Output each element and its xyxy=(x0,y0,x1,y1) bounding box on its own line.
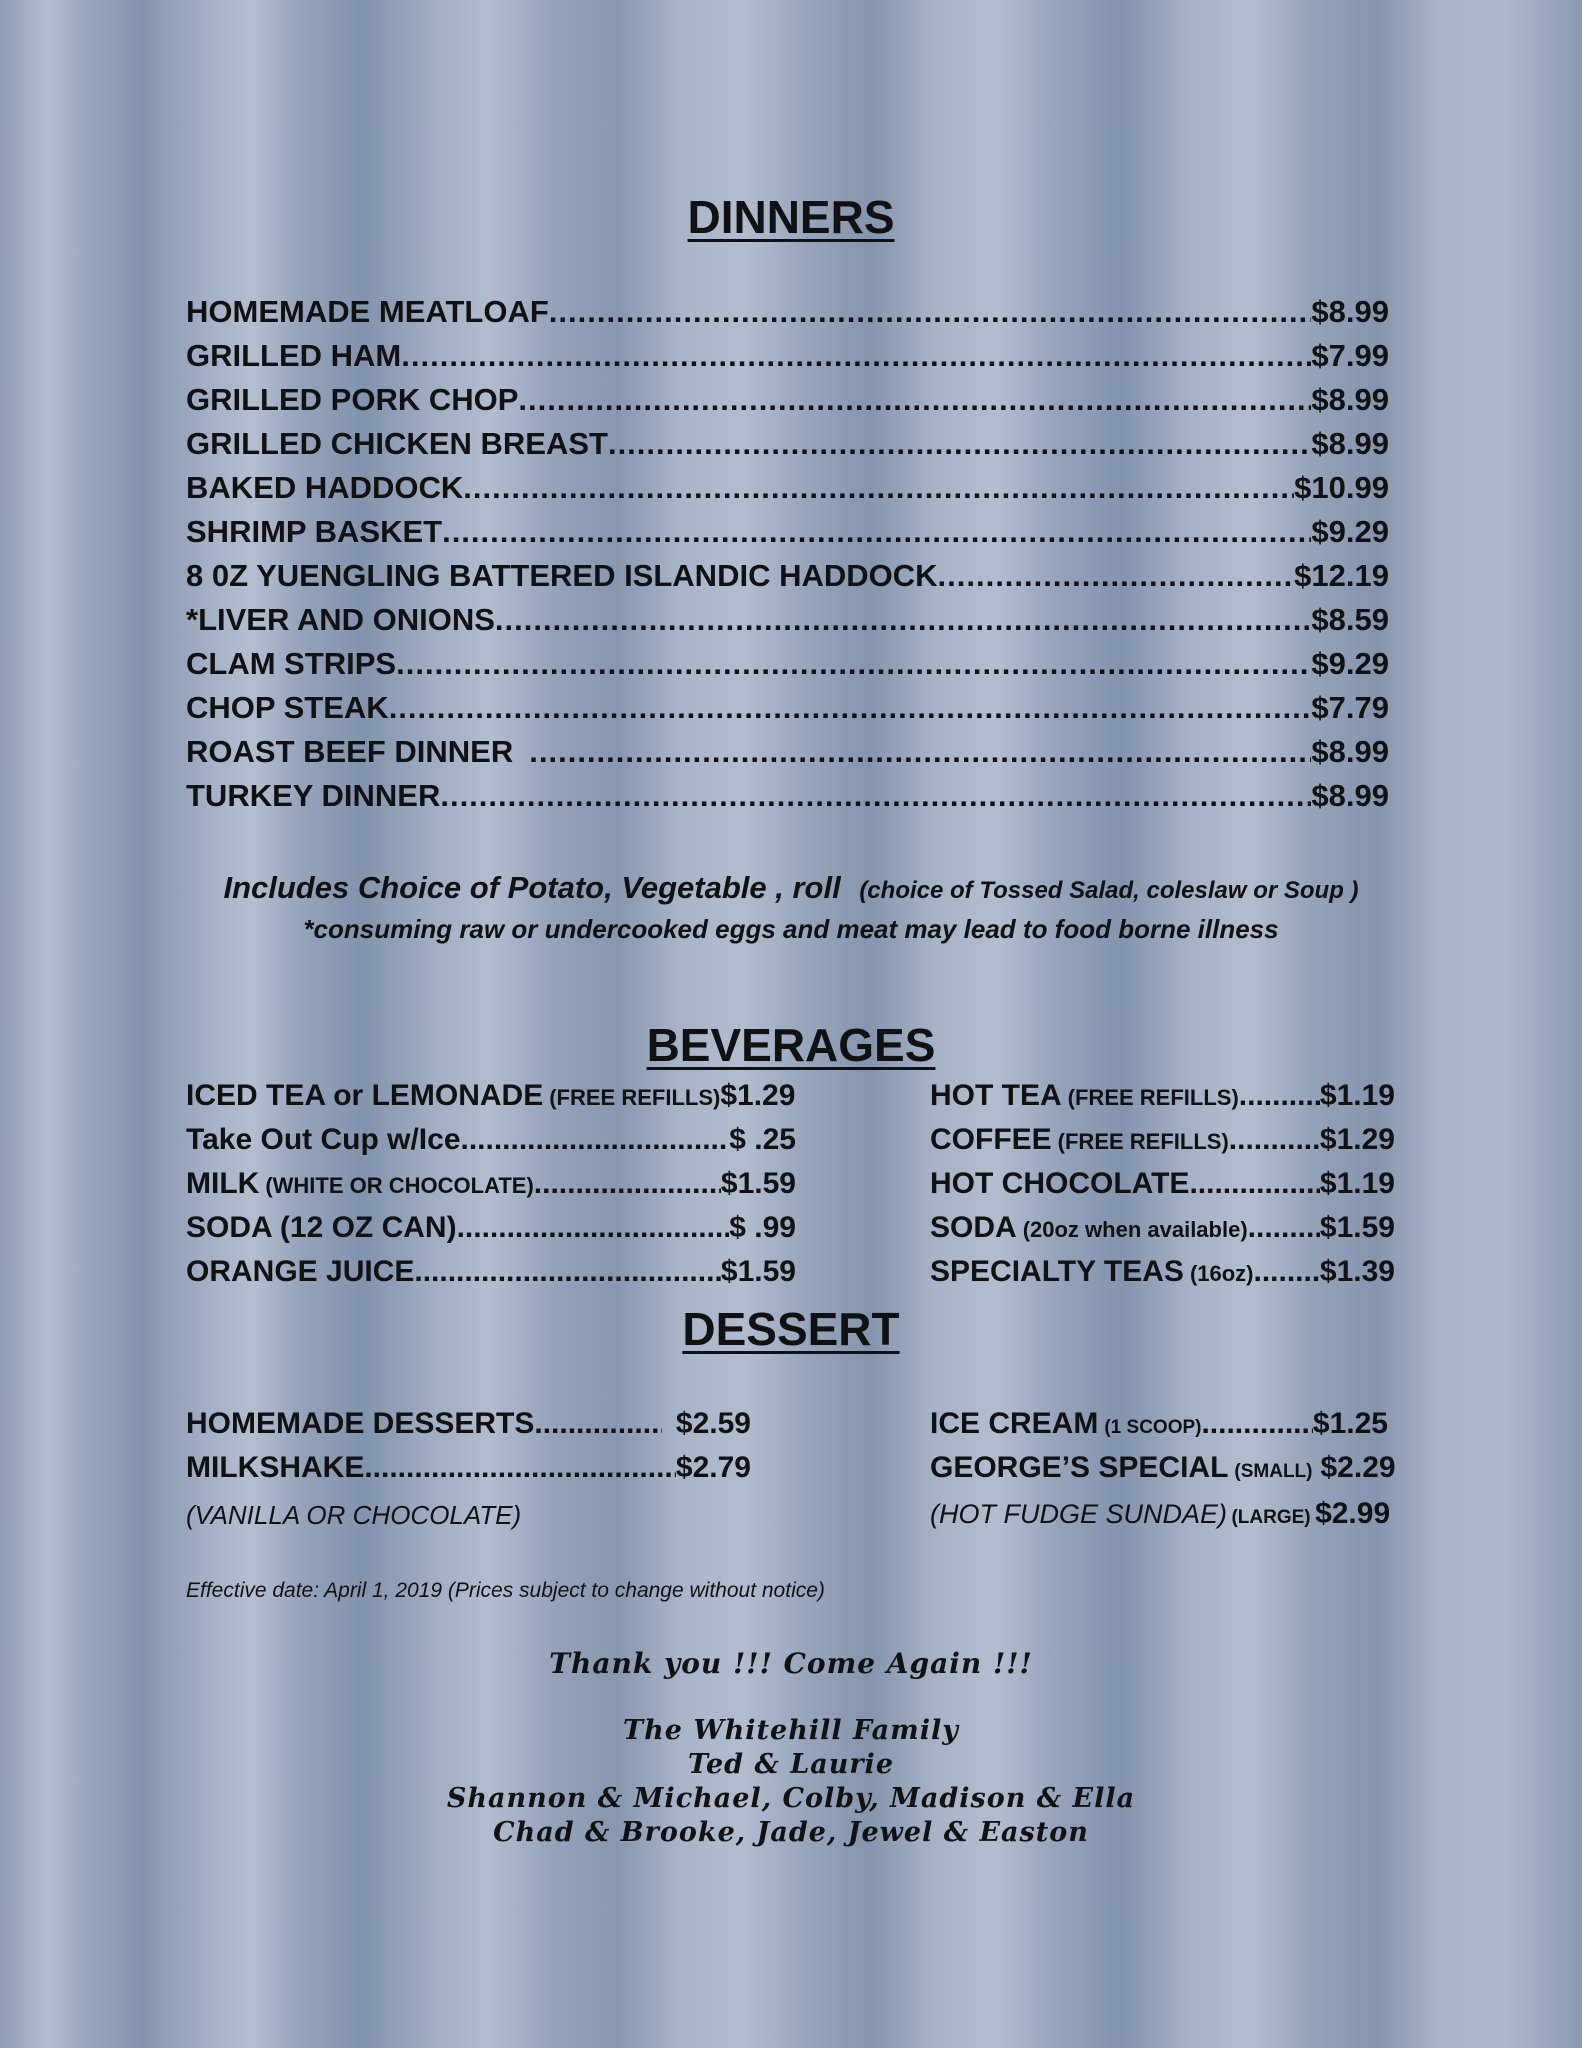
leader-dots xyxy=(1239,1079,1320,1113)
beverage-item xyxy=(930,1255,1395,1297)
item-price: $1.25 xyxy=(1312,1407,1388,1440)
item-price: $1.19 xyxy=(1319,1167,1395,1200)
beverage-item xyxy=(186,1123,796,1165)
beverage-item xyxy=(186,1079,796,1121)
food-warning: *consuming raw or undercooked eggs and meat may lead to food borne illness xyxy=(303,914,1279,944)
dinner-includes-note xyxy=(0,870,1582,906)
milkshake-flavors: (VANILLA OR CHOCOLATE) xyxy=(186,1500,522,1530)
item-name: HOT CHOCOLATE xyxy=(930,1167,1190,1200)
item-name: ORANGE JUICE xyxy=(186,1255,415,1288)
dinner-item xyxy=(186,294,1389,336)
beverage-item xyxy=(930,1211,1395,1253)
dessert-item xyxy=(930,1451,1396,1493)
item-price: $1.59 xyxy=(1319,1211,1395,1244)
item-name: HOMEMADE MEATLOAF xyxy=(186,294,549,329)
dessert-item xyxy=(930,1407,1388,1449)
item-price: $2.29 xyxy=(1320,1451,1396,1484)
dinner-item xyxy=(186,778,1389,820)
leader-dots xyxy=(461,1123,730,1157)
item-name: MILK xyxy=(186,1167,260,1200)
item-price: $8.99 xyxy=(1311,734,1389,769)
dinner-item xyxy=(186,338,1389,380)
item-name: SPECIALTY TEAS xyxy=(930,1255,1184,1288)
item-price: $8.99 xyxy=(1311,426,1389,461)
item-name: *LIVER AND ONIONS xyxy=(186,602,495,637)
leader-dots xyxy=(1201,1407,1312,1441)
item-name: CHOP STEAK xyxy=(186,690,389,725)
dinner-item xyxy=(186,690,1389,732)
dinner-item xyxy=(186,382,1389,424)
beverages-heading: BEVERAGES xyxy=(646,1019,936,1071)
item-note: (FREE REFILLS) xyxy=(549,1085,721,1110)
leader-dots xyxy=(389,690,1312,726)
dessert-heading: DESSERT xyxy=(682,1303,900,1355)
leader-dots xyxy=(608,426,1311,462)
dinners-heading: DINNERS xyxy=(687,191,895,243)
item-name: HOMEMADE DESSERTS xyxy=(186,1407,535,1440)
item-price: $1.29 xyxy=(1319,1123,1395,1156)
dinner-item xyxy=(186,602,1389,644)
dinner-item xyxy=(186,734,1389,776)
item-note: (16oz) xyxy=(1189,1261,1254,1286)
leader-dots xyxy=(442,514,1311,550)
item-price: $2.79 xyxy=(675,1451,751,1484)
leader-dots xyxy=(401,338,1311,374)
leader-dots xyxy=(440,778,1311,814)
item-name: TURKEY DINNER xyxy=(186,778,441,813)
beverage-item xyxy=(186,1211,796,1253)
item-price: $1.29 xyxy=(720,1079,796,1112)
family-line: Shannon & Michael, Colby, Madison & Ella xyxy=(446,1783,1136,1814)
dinner-item xyxy=(186,646,1389,688)
sundae-price: $2.99 xyxy=(1315,1497,1391,1530)
item-price: $1.39 xyxy=(1319,1255,1395,1288)
item-name: 8 0Z YUENGLING BATTERED ISLANDIC HADDOCK xyxy=(186,558,938,593)
dessert-item xyxy=(186,1451,751,1493)
item-price: $8.99 xyxy=(1311,294,1389,329)
leader-dots xyxy=(1254,1255,1320,1289)
dinner-item xyxy=(186,514,1389,556)
sundae-size: (LARGE) xyxy=(1231,1507,1311,1528)
includes-sub: (choice of Tossed Salad, coleslaw or Soup ) xyxy=(859,877,1359,904)
item-name: ICE CREAM xyxy=(930,1407,1099,1440)
item-name: ROAST BEEF DINNER xyxy=(186,734,514,769)
item-name: HOT TEA xyxy=(930,1079,1062,1112)
dinner-item xyxy=(186,470,1389,512)
item-name: GRILLED HAM xyxy=(186,338,402,373)
beverage-item xyxy=(186,1255,796,1297)
item-name: CLAM STRIPS xyxy=(186,646,397,681)
item-note: (20oz when available) xyxy=(1022,1217,1248,1242)
item-price: $1.59 xyxy=(720,1167,796,1200)
item-price: $1.59 xyxy=(720,1255,796,1288)
item-name: GEORGE’S SPECIAL xyxy=(930,1451,1229,1484)
item-price: $7.99 xyxy=(1311,338,1389,373)
dinner-item xyxy=(186,558,1389,600)
leader-dots xyxy=(495,602,1312,638)
leader-dots xyxy=(549,294,1312,330)
family-line: Ted & Laurie xyxy=(688,1749,894,1780)
item-price: $12.19 xyxy=(1294,558,1389,593)
leader-dots xyxy=(529,734,1311,770)
includes-main: Includes Choice of Potato, Vegetable , roll xyxy=(223,870,841,905)
item-name: SHRIMP BASKET xyxy=(186,514,443,549)
item-price: $ .99 xyxy=(729,1211,796,1244)
leader-dots xyxy=(534,1407,662,1441)
leader-dots xyxy=(534,1167,721,1201)
leader-dots xyxy=(396,646,1311,682)
effective-date: Effective date: April 1, 2019 (Prices subject to change without notice) xyxy=(186,1579,825,1602)
item-note: (SMALL) xyxy=(1234,1461,1313,1482)
item-name: Take Out Cup w/Ice xyxy=(186,1123,461,1156)
item-price: $8.99 xyxy=(1311,778,1389,813)
beverage-item xyxy=(930,1167,1395,1209)
family-line: The Whitehill Family xyxy=(623,1715,959,1746)
item-name: COFFEE xyxy=(930,1123,1052,1156)
leader-dots xyxy=(414,1255,721,1289)
leader-dots xyxy=(1229,1123,1320,1157)
item-price: $8.59 xyxy=(1311,602,1389,637)
item-note: (FREE REFILLS) xyxy=(1057,1129,1229,1154)
thank-you: Thank you !!! Come Again !!! xyxy=(549,1647,1033,1680)
sundae-label: (HOT FUDGE SUNDAE) xyxy=(930,1499,1227,1529)
item-price: $1.19 xyxy=(1319,1079,1395,1112)
item-note: (1 SCOOP) xyxy=(1104,1417,1202,1438)
leader-dots xyxy=(1248,1211,1320,1245)
item-name: MILKSHAKE xyxy=(186,1451,365,1484)
leader-dots xyxy=(518,382,1311,418)
family-line: Chad & Brooke, Jade, Jewel & Easton xyxy=(493,1817,1089,1848)
leader-dots xyxy=(938,558,1295,594)
beverage-item xyxy=(186,1167,796,1209)
item-name: GRILLED CHICKEN BREAST xyxy=(186,426,608,461)
item-name: BAKED HADDOCK xyxy=(186,470,464,505)
leader-dots xyxy=(1189,1167,1319,1201)
beverage-item xyxy=(930,1123,1395,1165)
item-name: GRILLED PORK CHOP xyxy=(186,382,519,417)
leader-dots xyxy=(463,470,1294,506)
item-price: $2.59 xyxy=(675,1407,751,1440)
item-price: $9.29 xyxy=(1311,646,1389,681)
item-price: $9.29 xyxy=(1311,514,1389,549)
beverage-item xyxy=(930,1079,1395,1121)
item-name: SODA xyxy=(930,1211,1017,1244)
leader-dots xyxy=(364,1451,676,1485)
item-name: SODA (12 OZ CAN) xyxy=(186,1211,457,1244)
dinner-item xyxy=(186,426,1389,468)
sundae-large xyxy=(930,1497,1390,1531)
item-price: $ .25 xyxy=(729,1123,796,1156)
leader-dots xyxy=(457,1211,730,1245)
item-price: $8.99 xyxy=(1311,382,1389,417)
item-name: ICED TEA or LEMONADE xyxy=(186,1079,544,1112)
item-price: $10.99 xyxy=(1294,470,1389,505)
dessert-item xyxy=(186,1407,751,1449)
item-note: (FREE REFILLS) xyxy=(1067,1085,1239,1110)
item-price: $7.79 xyxy=(1311,690,1389,725)
item-note: (WHITE OR CHOCOLATE) xyxy=(265,1173,534,1198)
